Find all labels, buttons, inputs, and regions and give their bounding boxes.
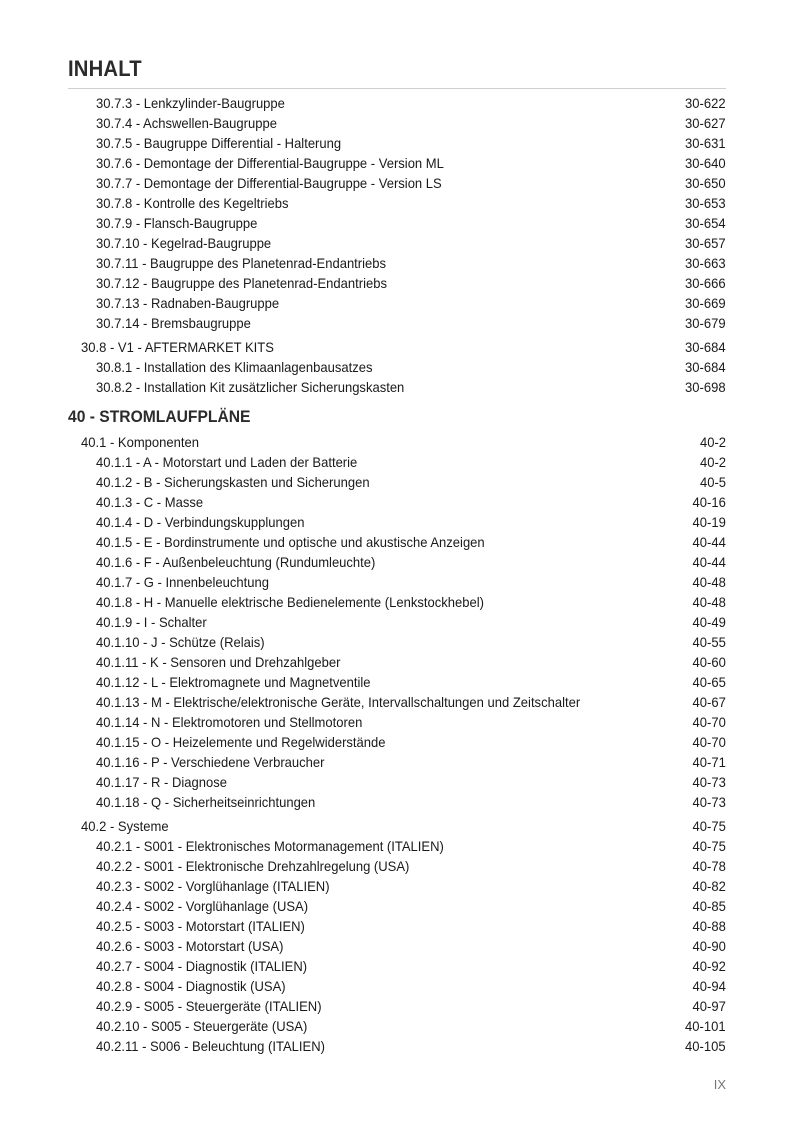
toc-entry-title: 30.7.3 - Lenkzylinder-Baugruppe [96, 95, 285, 111]
toc-entry-title: 30.8 - V1 - AFTERMARKET KITS [81, 339, 274, 355]
toc-entry-page: 40-73 [692, 774, 726, 790]
toc-entry[interactable] [0, 572, 794, 592]
title-divider [68, 88, 726, 89]
toc-entry[interactable] [0, 253, 794, 273]
toc-entry[interactable] [0, 816, 794, 836]
toc-entry-page: 30-698 [685, 379, 726, 395]
table-of-contents [0, 93, 794, 1056]
toc-entry-page: 40-90 [692, 938, 726, 954]
toc-entry[interactable] [0, 452, 794, 472]
toc-entry-title: 40.1.7 - G - Innenbeleuchtung [96, 574, 270, 590]
toc-entry-title: 40.2.1 - S001 - Elektronisches Motormanagement (ITALIEN) [96, 838, 444, 854]
toc-entry-title: 40.2.9 - S005 - Steuergeräte (ITALIEN) [96, 998, 322, 1014]
toc-entry[interactable] [0, 377, 794, 397]
toc-entry[interactable] [0, 472, 794, 492]
toc-entry-title: 30.7.13 - Radnaben-Baugruppe [96, 295, 280, 311]
toc-entry-title: 40.1 - Komponenten [81, 434, 199, 450]
toc-entry-page: 40-92 [692, 958, 726, 974]
toc-entry[interactable] [0, 93, 794, 113]
toc-entry-title: 30.7.6 - Demontage der Differential-Baugruppe - Version ML [96, 155, 444, 171]
toc-entry[interactable] [0, 896, 794, 916]
toc-entry[interactable] [0, 856, 794, 876]
toc-entry-page: 30-650 [685, 175, 726, 191]
toc-entry-page: 40-85 [692, 898, 726, 914]
toc-entry[interactable] [0, 592, 794, 612]
toc-entry[interactable] [0, 612, 794, 632]
toc-entry[interactable] [0, 153, 794, 173]
toc-entry[interactable] [0, 692, 794, 712]
toc-section-30 [0, 93, 794, 397]
toc-entry-title: 40.1.3 - C - Masse [96, 494, 204, 510]
toc-entry-title: 40.1.17 - R - Diagnose [96, 774, 227, 790]
toc-entry-page: 40-2 [699, 434, 726, 450]
toc-entry-page: 40-60 [692, 654, 726, 670]
toc-entry-page: 40-65 [692, 674, 726, 690]
toc-entry-page: 30-669 [685, 295, 726, 311]
toc-entry-title: 30.8.1 - Installation des Klimaanlagenbausatzes [96, 359, 373, 375]
toc-entry[interactable] [0, 1016, 794, 1036]
toc-entry-title: 40.2.10 - S005 - Steuergeräte (USA) [96, 1018, 308, 1034]
toc-entry-title: 40.1.5 - E - Bordinstrumente und optische und akustische Anzeigen [96, 534, 485, 550]
toc-entry[interactable] [0, 712, 794, 732]
toc-entry[interactable] [0, 652, 794, 672]
toc-entry-title: 40.1.2 - B - Sicherungskasten und Sicherungen [96, 474, 370, 490]
page-title: INHALT [68, 56, 142, 81]
toc-entry[interactable] [0, 432, 794, 452]
toc-entry-title: 40.1.6 - F - Außenbeleuchtung (Rundumleuchte) [96, 554, 376, 570]
toc-entry-title: 40.1.12 - L - Elektromagnete und Magnetventile [96, 674, 371, 690]
toc-entry-page: 40-67 [692, 694, 726, 710]
toc-entry-page: 30-627 [685, 115, 726, 131]
toc-entry-title: 40.2.5 - S003 - Motorstart (ITALIEN) [96, 918, 305, 934]
toc-entry-page: 30-663 [685, 255, 726, 271]
toc-entry[interactable] [0, 293, 794, 313]
toc-entry-page: 40-88 [692, 918, 726, 934]
toc-entry-page: 40-75 [692, 818, 726, 834]
toc-entry-page: 40-44 [692, 534, 726, 550]
toc-entry-page: 40-70 [692, 714, 726, 730]
toc-entry-title: 40.1.14 - N - Elektromotoren und Stellmotoren [96, 714, 363, 730]
toc-entry-title: 30.7.12 - Baugruppe des Planetenrad-Endantriebs [96, 275, 387, 291]
section-heading-40 [0, 404, 794, 430]
toc-entry[interactable] [0, 772, 794, 792]
toc-entry[interactable] [0, 956, 794, 976]
toc-entry-title: 40.1.1 - A - Motorstart und Laden der Batterie [96, 454, 358, 470]
toc-entry[interactable] [0, 792, 794, 812]
toc-entry-page: 40-75 [692, 838, 726, 854]
toc-entry[interactable] [0, 552, 794, 572]
toc-entry[interactable] [0, 492, 794, 512]
toc-entry-title: 30.7.4 - Achswellen-Baugruppe [96, 115, 277, 131]
toc-entry-title: 40.2.4 - S002 - Vorglühanlage (USA) [96, 898, 309, 914]
toc-entry-page: 40-48 [692, 574, 726, 590]
toc-entry-page: 40-73 [692, 794, 726, 810]
toc-entry[interactable] [0, 996, 794, 1016]
toc-entry[interactable] [0, 916, 794, 936]
toc-entry-page: 40-78 [692, 858, 726, 874]
toc-entry[interactable] [0, 836, 794, 856]
toc-entry-page: 30-666 [685, 275, 726, 291]
section-heading-40-label: 40 - STROMLAUFPLÄNE [68, 407, 251, 426]
toc-entry-page: 40-2 [699, 454, 726, 470]
toc-entry[interactable] [0, 213, 794, 233]
toc-entry-page: 40-70 [692, 734, 726, 750]
toc-entry-title: 40.2.2 - S001 - Elektronische Drehzahlregelung (USA) [96, 858, 410, 874]
toc-entry-page: 40-44 [692, 554, 726, 570]
toc-entry-title: 30.7.7 - Demontage der Differential-Baugruppe - Version LS [96, 175, 442, 191]
toc-entry[interactable] [0, 113, 794, 133]
toc-entry-page: 30-684 [685, 339, 726, 355]
toc-entry[interactable] [0, 632, 794, 652]
page-number: IX [713, 1077, 726, 1092]
toc-entry-page: 40-48 [692, 594, 726, 610]
toc-entry-title: 30.7.9 - Flansch-Baugruppe [96, 215, 258, 231]
toc-entry-page: 40-16 [692, 494, 726, 510]
toc-entry-title: 40.1.8 - H - Manuelle elektrische Bedienelemente (Lenkstockhebel) [96, 594, 484, 610]
toc-entry[interactable] [0, 936, 794, 956]
toc-entry-page: 30-640 [685, 155, 726, 171]
toc-entry[interactable] [0, 532, 794, 552]
toc-entry-title: 30.7.8 - Kontrolle des Kegeltriebs [96, 195, 289, 211]
toc-entry-title: 40.1.18 - Q - Sicherheitseinrichtungen [96, 794, 316, 810]
toc-entry-title: 30.7.11 - Baugruppe des Planetenrad-Endantriebs [96, 255, 387, 271]
toc-section-40 [0, 432, 794, 1056]
toc-entry-page: 30-622 [685, 95, 726, 111]
toc-entry-title: 40.1.9 - I - Schalter [96, 614, 207, 630]
toc-entry-page: 30-631 [685, 135, 726, 151]
toc-entry[interactable] [0, 273, 794, 293]
toc-entry-title: 30.7.5 - Baugruppe Differential - Halterung [96, 135, 342, 151]
toc-entry-title: 40.1.13 - M - Elektrische/elektronische Geräte, Intervallschaltungen und Zeitschalter [96, 694, 581, 710]
toc-entry-title: 30.7.14 - Bremsbaugruppe [96, 315, 251, 331]
toc-entry-page: 30-679 [685, 315, 726, 331]
toc-entry[interactable] [0, 672, 794, 692]
toc-entry[interactable] [0, 732, 794, 752]
toc-entry-title: 40.1.11 - K - Sensoren und Drehzahlgeber [96, 654, 341, 670]
toc-entry[interactable] [0, 357, 794, 377]
toc-entry[interactable] [0, 173, 794, 193]
toc-entry-page: 40-71 [692, 754, 726, 770]
toc-entry[interactable] [0, 1036, 794, 1056]
toc-entry-page: 30-654 [685, 215, 726, 231]
toc-entry[interactable] [0, 233, 794, 253]
toc-entry[interactable] [0, 313, 794, 333]
toc-entry-title: 40.2.3 - S002 - Vorglühanlage (ITALIEN) [96, 878, 330, 894]
toc-entry[interactable] [0, 976, 794, 996]
toc-entry-title: 40.2 - Systeme [81, 818, 169, 834]
toc-entry-title: 40.2.11 - S006 - Beleuchtung (ITALIEN) [96, 1038, 325, 1054]
toc-entry-page: 40-94 [692, 978, 726, 994]
toc-entry-page: 40-55 [692, 634, 726, 650]
toc-entry[interactable] [0, 337, 794, 357]
toc-entry-title: 40.2.7 - S004 - Diagnostik (ITALIEN) [96, 958, 308, 974]
toc-entry-title: 30.8.2 - Installation Kit zusätzlicher Sicherungskasten [96, 379, 405, 395]
toc-entry-page: 40-49 [692, 614, 726, 630]
toc-entry[interactable] [0, 193, 794, 213]
toc-entry-title: 40.1.4 - D - Verbindungskupplungen [96, 514, 305, 530]
toc-entry[interactable] [0, 133, 794, 153]
toc-entry-page: 40-19 [692, 514, 726, 530]
toc-entry[interactable] [0, 876, 794, 896]
toc-entry-page: 30-684 [685, 359, 726, 375]
toc-entry-title: 40.1.15 - O - Heizelemente und Regelwiderstände [96, 734, 386, 750]
toc-entry-title: 40.2.6 - S003 - Motorstart (USA) [96, 938, 284, 954]
toc-entry-page: 40-5 [699, 474, 726, 490]
toc-entry[interactable] [0, 752, 794, 772]
toc-entry-page: 40-101 [685, 1018, 726, 1034]
toc-entry-page: 30-653 [685, 195, 726, 211]
toc-entry-title: 40.1.16 - P - Verschiedene Verbraucher [96, 754, 325, 770]
toc-entry-page: 30-657 [685, 235, 726, 251]
toc-entry[interactable] [0, 512, 794, 532]
toc-entry-page: 40-97 [692, 998, 726, 1014]
toc-entry-page: 40-105 [685, 1038, 726, 1054]
toc-entry-title: 40.1.10 - J - Schütze (Relais) [96, 634, 265, 650]
toc-entry-page: 40-82 [692, 878, 726, 894]
toc-entry-title: 40.2.8 - S004 - Diagnostik (USA) [96, 978, 286, 994]
toc-entry-title: 30.7.10 - Kegelrad-Baugruppe [96, 235, 272, 251]
